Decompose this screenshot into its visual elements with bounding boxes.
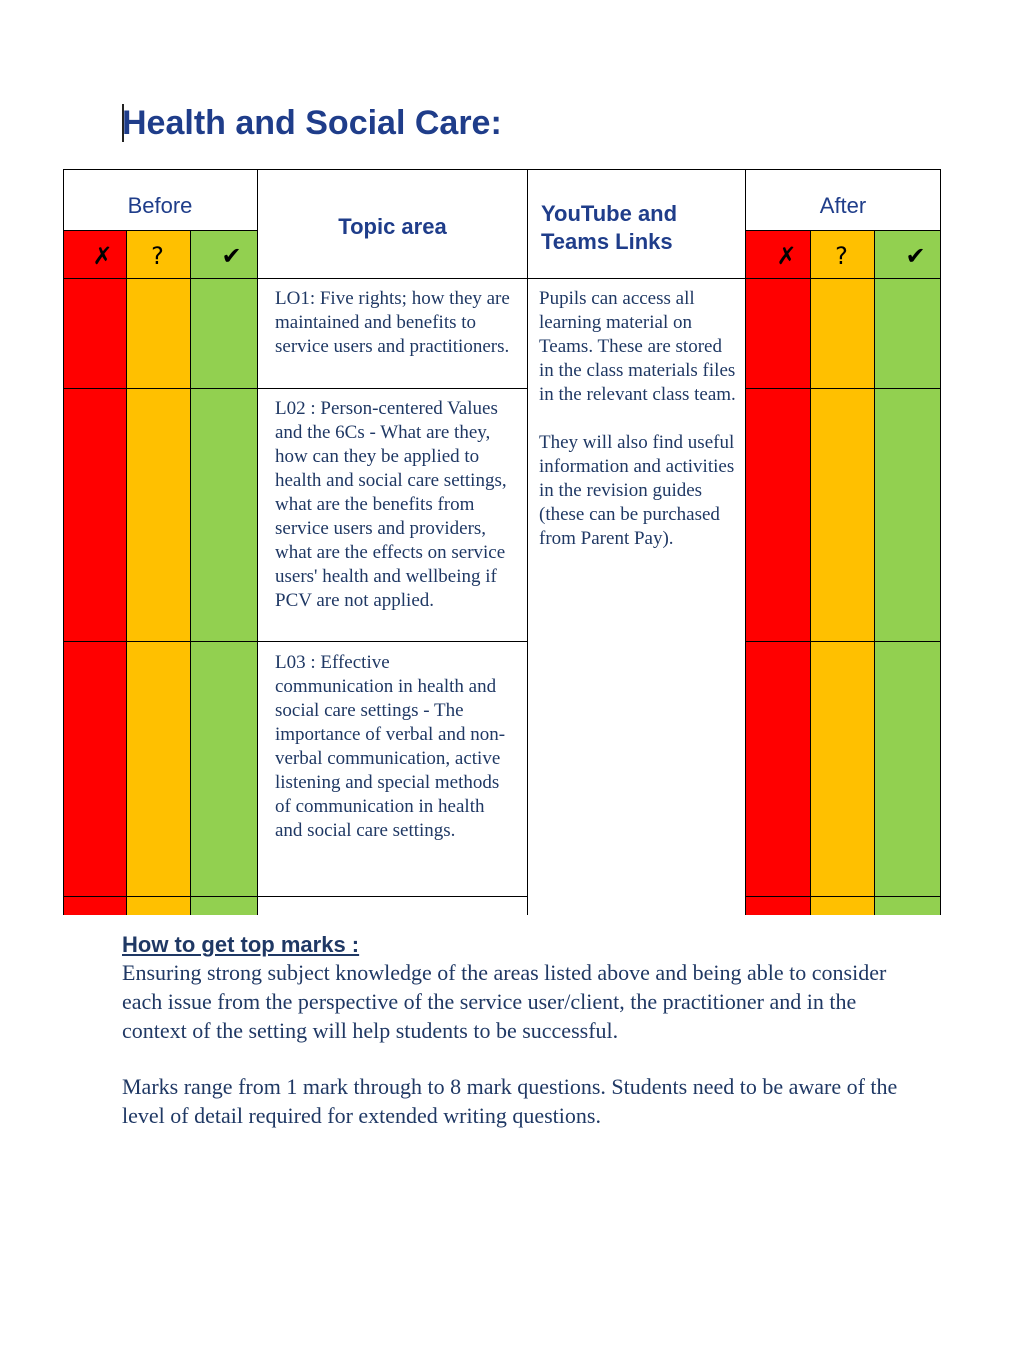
divider xyxy=(745,230,941,231)
after-header: After xyxy=(819,193,867,218)
divider xyxy=(745,169,746,915)
divider xyxy=(63,388,528,389)
before-yes-icon: ✔ xyxy=(221,242,242,270)
after-red-column xyxy=(746,230,810,915)
links-paragraph: Pupils can access all learning material on Teams. These are stored in the class materials files in the relevant class team. xyxy=(539,288,736,405)
before-red-column xyxy=(63,230,126,915)
links-cell xyxy=(539,287,739,575)
before-header: Before xyxy=(127,193,193,218)
divider xyxy=(745,896,941,897)
divider xyxy=(745,388,941,389)
top-marks-heading: How to get top marks : xyxy=(122,932,360,957)
links-paragraph: They will also find useful information and activities in the revision guides (these can be purchased from Parent Pay). xyxy=(539,432,735,549)
divider xyxy=(63,896,528,897)
after-no-icon: ✗ xyxy=(776,242,797,270)
divider xyxy=(63,230,257,231)
before-no-icon: ✗ xyxy=(92,242,113,270)
divider xyxy=(190,230,191,915)
topic-lo3: L03 : Effective communication in health and social care settings - The importance of verbal and non-verbal communication, active listening and special methods of communication in health and social care settings. xyxy=(275,652,506,841)
before-amber-column xyxy=(126,230,190,915)
divider xyxy=(63,641,528,642)
divider xyxy=(126,230,127,915)
topic-lo1: LO1: Five rights; how they are maintained and benefits to service users and practitioners. xyxy=(275,288,510,357)
top-marks-paragraph: Ensuring strong subject knowledge of the areas listed above and being able to consider each issue from the perspective of the service user/client, the practitioner and in the context of the setting will help students to be successful. xyxy=(122,960,887,1043)
table-top-border xyxy=(63,169,941,170)
divider xyxy=(257,169,258,915)
before-green-column xyxy=(190,230,257,915)
page-title: Health and Social Care: xyxy=(122,104,502,142)
after-yes-icon: ✔ xyxy=(905,242,926,270)
table-right-border xyxy=(940,169,941,915)
divider xyxy=(527,169,528,915)
marks-range-paragraph: Marks range from 1 mark through to 8 mark questions. Students need to be aware of the level of detail required for extended writing questions. xyxy=(122,1074,898,1128)
after-unsure-icon: ? xyxy=(835,242,848,270)
before-unsure-icon: ? xyxy=(151,242,164,270)
links-header: YouTube and Teams Links xyxy=(541,201,678,254)
table-left-border xyxy=(63,169,64,915)
after-green-column xyxy=(874,230,941,915)
after-amber-column xyxy=(810,230,874,915)
divider xyxy=(745,641,941,642)
divider xyxy=(874,230,875,915)
divider xyxy=(810,230,811,915)
topic-lo2: L02 : Person-centered Values and the 6Cs - What are they, how can they be applied to health and social care settings, what are the benefits from service users and providers, what are the effects on service users' health and wellbeing if PCV are not applied. xyxy=(275,398,507,611)
topic-area-header: Topic area xyxy=(338,214,447,239)
